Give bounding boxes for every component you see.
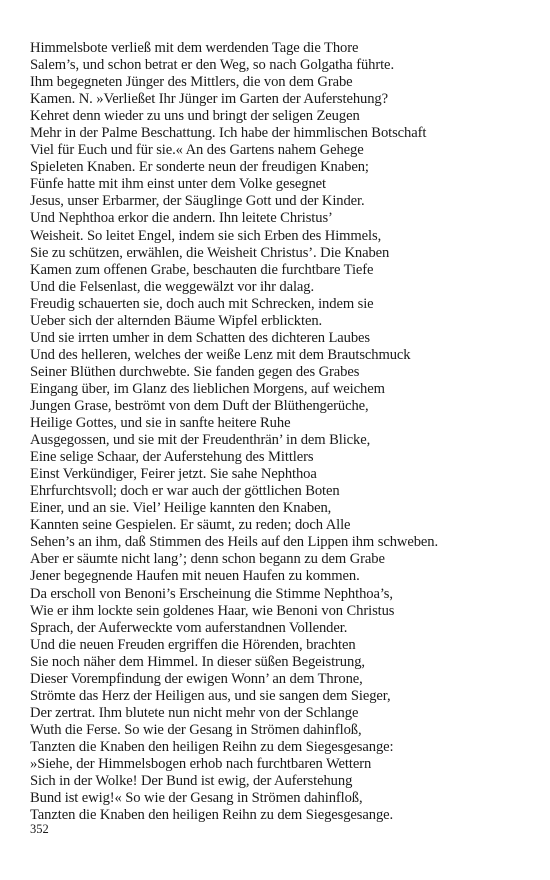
poem-line: Und Nephthoa erkor die andern. Ihn leitete Christus’ — [30, 210, 333, 227]
poem-line: Eingang über, im Glanz des lieblichen Morgens, auf weichem — [30, 380, 385, 397]
poem-line: Jesus, unser Erbarmer, der Säuglinge Gott und der Kinder. — [30, 193, 365, 210]
poem-line: Mehr in der Palme Beschattung. Ich habe der himmlischen Botschaft — [30, 125, 427, 142]
poem-line: Sprach, der Auferweckte vom auferstandnen Vollender. — [30, 619, 348, 636]
poem-line: Da erscholl von Benoni’s Erscheinung die Stimme Nephthoa’s, — [30, 585, 393, 602]
poem-line: Bund ist ewig!« So wie der Gesang in Strömen dahinfloß, — [30, 790, 363, 807]
poem-line: Seiner Blüthen durchwebte. Sie fanden gegen des Grabes — [30, 363, 360, 380]
poem-line: Und die neuen Freuden ergriffen die Hörenden, brachten — [30, 636, 356, 653]
poem-line: Kamen. N. »Verließet Ihr Jünger im Garten der Auferstehung? — [30, 91, 389, 108]
poem-line: Sie zu schützen, erwählen, die Weisheit Christus’. Die Knaben — [30, 244, 390, 261]
poem-line: Himmelsbote verließ mit dem werdenden Tage die Thore — [30, 40, 359, 56]
poem-line: Kannten seine Gespielen. Er säumt, zu reden; doch Alle — [30, 517, 351, 534]
poem-line: Sich in der Wolke! Der Bund ist ewig, der Auferstehung — [30, 773, 353, 790]
poem-line: Kehret denn wieder zu uns und bringt der seligen Zeugen — [30, 108, 360, 125]
poem-line: Salem’s, und schon betrat er den Weg, so nach Golgatha führte. — [30, 57, 394, 74]
poem-line: Einer, und an sie. Viel’ Heilige kannten den Knaben, — [30, 500, 332, 517]
poem-line: Eine selige Schaar, der Auferstehung des Mittlers — [30, 449, 314, 466]
poem-line: Fünfe hatte mit ihm einst unter dem Volke gesegnet — [30, 176, 327, 193]
poem-line: Und des helleren, welches der weiße Lenz mit dem Brautschmuck — [30, 346, 411, 363]
poem-line: Ihm begegneten Jünger des Mittlers, die von dem Grabe — [30, 74, 353, 91]
poem-line: Heilige Gottes, und sie in sanfte heitere Ruhe — [30, 415, 291, 432]
poem-line: Und sie irrten umher in dem Schatten des dichteren Laubes — [30, 329, 370, 346]
poem-line: Wie er ihm lockte sein goldenes Haar, wie Benoni von Christus — [30, 602, 395, 619]
poem-line: Aber er säumte nicht lang’; denn schon begann zu dem Grabe — [30, 551, 385, 568]
poem-line: Jungen Grase, beströmt von dem Duft der Blüthengerüche, — [30, 397, 369, 414]
poem-line: Einst Verkündiger, Feirer jetzt. Sie sahe Nephthoa — [30, 466, 317, 483]
poem-line: Der zertrat. Ihm blutete nun nicht mehr von der Schlange — [30, 704, 359, 721]
poem-line: Und die Felsenlast, die weggewälzt vor ihr dalag. — [30, 278, 315, 295]
poem-line: Jener begegnende Haufen mit neuen Haufen zu kommen. — [30, 568, 360, 585]
poem-line: Wuth die Ferse. So wie der Gesang in Strömen dahinfloß, — [30, 721, 362, 738]
poem-line: Dieser Vorempfindung der ewigen Wonn’ an dem Throne, — [30, 670, 363, 687]
poem-line: Spieleten Knaben. Er sonderte neun der freudigen Knaben; — [30, 159, 369, 176]
poem-line: Kamen zum offenen Grabe, beschauten die furchtbare Tiefe — [30, 261, 374, 278]
poem-text — [30, 40, 535, 824]
page-number: 352 — [30, 822, 49, 836]
poem-line: Ausgegossen, und sie mit der Freudenthrän’ in dem Blicke, — [30, 432, 371, 449]
poem-line: Weisheit. So leitet Engel, indem sie sich Erben des Himmels, — [30, 227, 382, 244]
poem-line: Sehen’s an ihm, daß Stimmen des Heils auf den Lippen ihm schweben. — [30, 534, 439, 551]
poem-line: Sie noch näher dem Himmel. In dieser süßen Begeistrung, — [30, 653, 365, 670]
poem-line: Viel für Euch und für sie.« An des Gartens nahem Gehege — [30, 142, 364, 159]
poem-line: Ueber sich der alternden Bäume Wipfel erblickten. — [30, 312, 323, 329]
poem-line: Freudig schauerten sie, doch auch mit Schrecken, indem sie — [30, 295, 374, 312]
poem-line: Strömte das Herz der Heiligen aus, und sie sangen dem Sieger, — [30, 687, 391, 704]
poem-line: Tanzten die Knaben den heiligen Reihn zu dem Siegesgesange. — [30, 807, 394, 824]
poem-line: »Siehe, der Himmelsbogen erhob nach furchtbaren Wettern — [30, 755, 372, 772]
poem-line: Tanzten die Knaben den heiligen Reihn zu dem Siegesgesange: — [30, 738, 394, 755]
poem-line: Ehrfurchtsvoll; doch er war auch der göttlichen Boten — [30, 483, 340, 500]
